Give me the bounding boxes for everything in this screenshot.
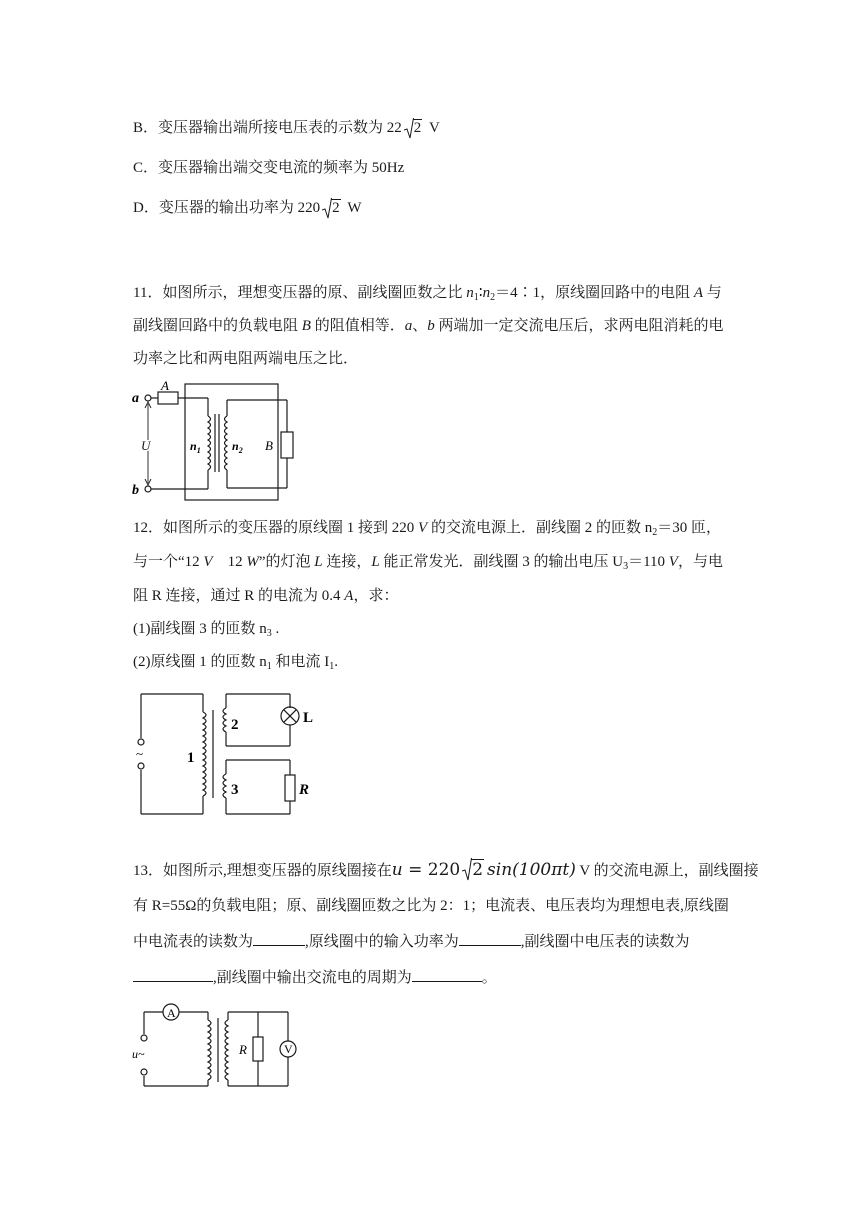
q11-n1: n — [466, 285, 474, 301]
option-d-unit: W — [343, 200, 362, 216]
q12-unit: V — [668, 554, 678, 570]
q12-text: . — [271, 621, 280, 637]
q11-n1-sub: 1 — [473, 292, 479, 303]
q13-text: V 的交流电源上，副线圈接 — [575, 863, 759, 879]
q12-text: 12．如图所示的变压器的原线圈 1 接到 220 — [133, 520, 419, 536]
fig-label-voltmeter: V — [284, 1042, 293, 1056]
q12-lamp: L — [371, 554, 380, 570]
q12-text: 和电流 I — [271, 654, 330, 670]
fig-label-resistor: R — [239, 1042, 247, 1057]
fig-label-ammeter: A — [167, 1006, 176, 1020]
q11-text: 与 — [703, 285, 722, 301]
q12-sub: 2 — [652, 527, 658, 538]
q11-terminal-b: b — [427, 318, 435, 334]
q12-text: (2)原线圈 1 的匝数 n — [133, 654, 267, 670]
q12-text: ＝30 匝， — [657, 520, 721, 536]
q12-text: . — [334, 654, 338, 670]
secondary-coil-3 — [223, 774, 226, 798]
source-terminal-top — [141, 1035, 147, 1041]
fig-ac-symbol: ~ — [136, 746, 144, 761]
option-b-unit: V — [425, 120, 440, 136]
formula-u: u — [391, 860, 403, 880]
secondary-coil — [225, 416, 228, 470]
terminal-a-circle — [145, 395, 151, 401]
source-terminal-top — [138, 739, 144, 745]
q12-line-1 — [133, 518, 721, 543]
primary-coil-1 — [203, 712, 206, 796]
q13-text: ,副线圈中输出交流电的周期为 — [213, 970, 412, 986]
sqrt-symbol — [462, 858, 484, 882]
fig-label-u: U — [141, 438, 151, 453]
secondary-coil-2 — [223, 708, 226, 732]
option-b-text: B．变压器输出端所接电压表的示数为 22 — [133, 120, 402, 136]
q13-text: 。 — [481, 970, 497, 986]
sqrt-radicand: 2 — [472, 860, 484, 880]
formula-coefficient: = 220 — [402, 860, 461, 880]
q11-line-3: 功率之比和两电阻两端电压之比． — [133, 351, 359, 367]
sqrt-symbol — [404, 118, 423, 138]
resistor-b-symbol — [281, 432, 293, 458]
answer-blank-period[interactable] — [412, 981, 482, 982]
q12-text: 与一个“12 — [133, 554, 204, 570]
q12-text: ”的灯泡 — [258, 554, 315, 570]
fig-label-a: a — [132, 391, 139, 406]
option-d-text: D．变压器的输出功率为 220 — [133, 200, 321, 216]
fig-label-source: u~ — [132, 1047, 145, 1061]
q12-text: 能正常发光．副线圈 3 的输出电压 U — [379, 554, 624, 570]
q13-line-1 — [133, 858, 759, 883]
resistor-r-symbol — [253, 1037, 263, 1061]
q12-text: ＝110 — [628, 554, 669, 570]
q11-n2: n — [482, 285, 491, 301]
q12-line-3 — [133, 586, 398, 606]
q11-colon: ∶ — [478, 285, 483, 301]
fig-label-resistor: R — [299, 782, 310, 798]
q12-unit: V — [203, 554, 213, 570]
q12-text: ，与电 — [677, 554, 723, 570]
q11-n2-sub: 2 — [490, 292, 496, 303]
q11-text: 11．如图所示，理想变压器的原、副线圈匝数之比 — [133, 285, 467, 301]
q12-sub-question-1 — [133, 619, 279, 644]
source-terminal-bottom — [138, 763, 144, 769]
q12-sub: 3 — [623, 561, 629, 572]
q13-text: ,副线圈中电压表的读数为 — [520, 934, 690, 950]
q13-line-3 — [133, 932, 690, 952]
q11-text: 副线圈回路中的负载电阻 — [133, 318, 302, 334]
sqrt-radicand: 2 — [413, 120, 422, 136]
q12-circuit-diagram — [128, 688, 328, 820]
q13-formula — [392, 860, 576, 880]
sqrt-symbol — [322, 198, 341, 218]
q12-lamp: L — [314, 554, 323, 570]
q13-text: 中电流表的读数为 — [133, 934, 254, 950]
q11-text: 的阻值相等． — [310, 318, 405, 334]
q12-text: ，求： — [353, 588, 399, 604]
q12-sub: 1 — [266, 661, 272, 672]
q13-line-4 — [133, 968, 497, 988]
q11-text: 、 — [412, 318, 428, 334]
fig-label-b: b — [132, 483, 139, 498]
terminal-b-circle — [145, 486, 151, 492]
q12-unit: A — [344, 588, 354, 604]
fig-label-coil-3: 3 — [231, 782, 239, 798]
q12-unit: V — [418, 520, 428, 536]
fig-label-resistor-a: A — [161, 380, 169, 393]
sqrt-radicand: 2 — [332, 200, 340, 216]
q12-sub: 3 — [266, 628, 272, 639]
q11-line-1 — [133, 283, 722, 308]
fig-label-resistor-b: B — [265, 438, 273, 453]
fig-label-n1: $n_1$ — [190, 439, 201, 455]
answer-blank-voltmeter[interactable] — [133, 981, 213, 982]
option-d — [133, 198, 362, 218]
q11-line-2 — [133, 316, 723, 336]
q11-text: ＝4∶1，原线圈回路中的电阻 — [495, 285, 694, 301]
q12-text: 连接， — [322, 554, 372, 570]
resistor-a-symbol — [158, 392, 178, 404]
secondary-coil — [225, 1020, 228, 1080]
q11-resistor-a: A — [693, 285, 704, 301]
fig-label-n2: $n_2$ — [232, 439, 243, 455]
q12-text: 阻 R 连接，通过 R 的电流为 0.4 — [133, 588, 345, 604]
q12-sub: 1 — [329, 661, 335, 672]
option-c: C．变压器输出端交变电流的频率为 50Hz — [133, 160, 405, 176]
answer-blank-current[interactable] — [253, 945, 305, 946]
q11-terminal-a: a — [404, 318, 413, 334]
option-b — [133, 118, 440, 138]
q12-text: 的交流电源上．副线圈 2 的匝数 n — [427, 520, 653, 536]
answer-blank-input-power[interactable] — [459, 945, 521, 946]
formula-argument: (100πt) — [512, 860, 576, 880]
source-terminal-bottom — [141, 1069, 147, 1075]
fig-label-lamp: L — [303, 710, 314, 726]
q12-sub-question-2 — [133, 652, 338, 677]
q12-line-2 — [133, 552, 723, 577]
primary-coil — [208, 416, 211, 470]
q12-unit: W — [246, 554, 259, 570]
primary-coil — [208, 1020, 211, 1080]
fig-label-coil-2: 2 — [231, 717, 239, 733]
q13-text: 13．如图所示,理想变压器的原线圈接在 — [133, 863, 392, 879]
q13-circuit-diagram — [128, 998, 303, 1092]
q11-text: 两端加一定交流电压后，求两电阻消耗的电 — [434, 318, 724, 334]
q12-text: (1)副线圈 3 的匝数 n — [133, 621, 267, 637]
resistor-r-symbol — [285, 775, 295, 801]
q13-text: ,原线圈中的输入功率为 — [305, 934, 459, 950]
q11-resistor-b: B — [301, 318, 311, 334]
q12-text: 12 — [212, 554, 247, 570]
fig-label-coil-1: 1 — [187, 750, 195, 766]
formula-sin: sin — [487, 860, 513, 880]
q13-line-2: 有 R=55Ω的负载电阻；原、副线圈匝数之比为 2：1；电流表、电压表均为理想电表,原线圈 — [133, 898, 729, 914]
q11-circuit-diagram — [128, 380, 298, 502]
